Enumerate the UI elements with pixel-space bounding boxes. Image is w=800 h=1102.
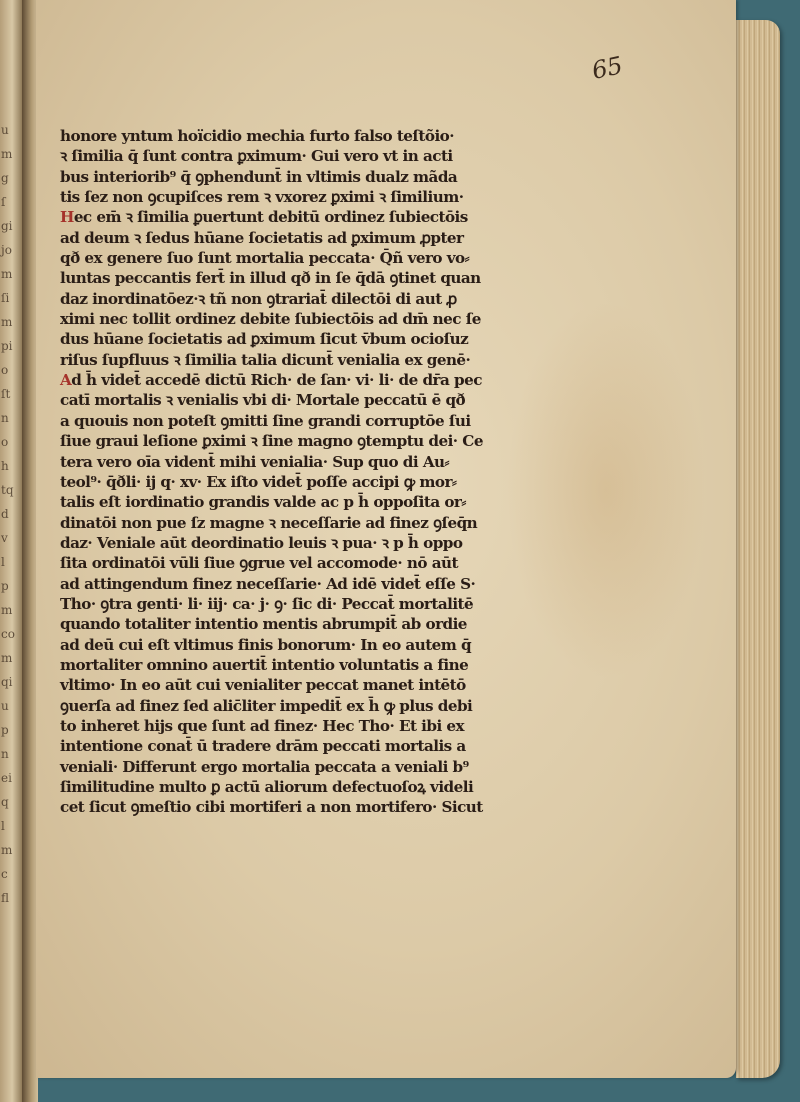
left-page-fragment: o: [1, 363, 9, 377]
rubricated-initial: A: [60, 371, 72, 390]
left-page-fragment: m: [1, 603, 13, 617]
left-page-fragment: o: [1, 435, 9, 449]
text-line: ꝯuerſa ad finez ſed alic̄liter impedit̄ ex h̄ ꝙ plus debi: [60, 696, 473, 715]
text-line: cet ſicut ꝯmeſtio cibi mortiferi a non mortifero· Sicut: [60, 798, 483, 817]
line-text: d h̄ videt̄ accedē dictū Rich· de ſan· vi· li· de dr̄a pec: [71, 371, 482, 390]
left-page-fragment: jo: [1, 243, 12, 257]
left-page-fragment: u: [1, 699, 9, 713]
text-line: teol⁹· q̄ðli· ij q· xv· Ex iſto videt̄ poſſe accipi ꝙ mor⸗: [60, 472, 457, 491]
manuscript-page: [36, 0, 736, 1078]
text-line: a quouis non poteſt ꝯmitti ſine grandi corruptōe ſui: [60, 411, 471, 430]
page-edges: [736, 20, 780, 1078]
text-line: [60, 207, 530, 227]
text-line: honore yntum hoïcidio mechia furto falso teſtõio·: [60, 127, 454, 145]
text-line: qð ex genere ſuo ſunt mortalia peccata· Q̄ñ vero vo⸗: [60, 249, 470, 268]
left-page-fragment: ſt: [1, 387, 11, 401]
text-line: Tho· ꝯtra genti· li· iij· ca· j· ꝯ· ſic di· Peccat̄ mortalitē: [60, 594, 474, 613]
left-page-fragment: h: [1, 459, 9, 473]
text-line: dinatōi non pue ſz magne ꝛ neceſſarie ad finez ꝯſeq̄n: [60, 513, 478, 532]
left-page-fragment: l: [1, 819, 5, 833]
left-page-fragment: gi: [1, 219, 13, 233]
left-page-fragment: pi: [1, 339, 13, 353]
left-page-fragment: v: [1, 531, 8, 545]
left-page-fragment: fl: [1, 891, 10, 905]
text-line: to inheret hijs que ſunt ad finez· Hec Tho· Et ibi ex: [60, 716, 465, 735]
left-page-fragment: m: [1, 147, 13, 161]
text-line: mortaliter omnino auertit̄ intentio voluntatis a fine: [60, 655, 469, 674]
left-page-fragment: q: [1, 795, 9, 809]
left-page-edge: [0, 0, 22, 1102]
text-line: catī mortalis ꝛ venialis vbi di· Mortale peccatū ē qð: [60, 391, 466, 410]
text-line: intentione conat̄ ū tradere drām peccati mortalis a: [60, 737, 466, 756]
text-line: talis eſt iordinatio grandis valde ac p h̄ oppoſita or⸗: [60, 493, 466, 512]
text-line: ꝛ ſimilia q̄ ſunt contra ꝑximum· Gui vero vt in acti: [60, 147, 453, 166]
text-block: [60, 126, 530, 818]
text-line: ximi nec tollit ordinez debite ſubiectōis ad dm̄ nec ſe: [60, 310, 481, 329]
text-line: ad deum ꝛ ſedus hūane ſocietatis ad ꝑximum ꝓpter: [60, 228, 464, 247]
text-line: tis ſez non ꝯcupiſces rem ꝛ vxorez ꝑximi ꝛ ſimilium·: [60, 188, 464, 207]
text-line: ſimilitudine multo ꝑ actū aliorum defectuoſoꝝ videli: [60, 778, 474, 796]
text-line: tera vero oīa vident̄ mihi venialia· Sup quo di Au⸗: [60, 452, 450, 471]
left-page-fragment: d: [1, 507, 9, 521]
text-line: riſus ſupfluus ꝛ ſimilia talia dicunt̄ venialia ex genē·: [60, 350, 471, 369]
left-page-fragment: n: [1, 747, 9, 761]
text-line: ad attingendum finez neceſſarie· Ad idē videt̄ eſſe S·: [60, 574, 476, 593]
left-page-fragment: ei: [1, 771, 12, 785]
left-page-fragment: p: [1, 723, 9, 737]
left-page-fragment: m: [1, 651, 13, 665]
left-page-fragment: tq: [1, 483, 14, 497]
text-line: daz inordinatōez·ꝛ tñ non ꝯtrariat̄ dilectōi di aut ꝓ: [60, 289, 457, 308]
left-page-fragment: ſ: [1, 195, 6, 209]
left-page-fragment: c: [1, 867, 8, 881]
text-line: [60, 370, 530, 390]
text-line: dus hūane ſocietatis ad ꝑximum ſicut v̄bum ocioſuz: [60, 330, 469, 349]
left-page-fragment: co: [1, 627, 15, 641]
left-page-fragment: m: [1, 843, 13, 857]
left-page-fragment: p: [1, 579, 9, 593]
line-text: ec em̄ ꝛ ſimilia ꝑuertunt debitū ordinez ſubiectōis: [73, 208, 468, 227]
text-line: veniali· Differunt ergo mortalia peccata a veniali b⁹: [60, 757, 469, 776]
text-line: bus interiorib⁹ q̄ ꝯphendunt̄ in vltimis dualz mãda: [60, 167, 458, 186]
text-line: ſiue graui leſione ꝑximi ꝛ ſine magno ꝯtemptu dei· Ce: [60, 432, 483, 451]
text-line: daz· Veniale aūt deordinatio leuis ꝛ pua· ꝛ p h̄ oppo: [60, 533, 463, 552]
left-page-fragment: u: [1, 123, 9, 137]
left-page-fragment: g: [1, 171, 9, 185]
text-line: ſita ordinatōi vūli ſiue ꝯgrue vel accomode· nō aūt: [60, 554, 458, 573]
left-page-fragment: n: [1, 411, 9, 425]
left-page-fragment: ſi: [1, 291, 10, 305]
text-line: quando totaliter intentio mentis abrumpit̄ ab ordie: [60, 615, 467, 634]
left-page-fragment: m: [1, 267, 13, 281]
text-line: ad deū cui eſt vltimus finis bonorum· In eo autem q̄: [60, 635, 472, 654]
left-page-fragment: m: [1, 315, 13, 329]
text-line: vltimo· In eo aūt cui venialiter peccat manet intētō: [60, 676, 466, 695]
text-line: luntas peccantis fert̄ in illud qð in ſe q̄dā ꝯtinet quan: [60, 269, 481, 288]
folio-number: 65: [589, 51, 626, 85]
rubricated-initial: H: [60, 208, 74, 227]
left-page-fragment: l: [1, 555, 5, 569]
left-page-fragment: qi: [1, 675, 13, 689]
